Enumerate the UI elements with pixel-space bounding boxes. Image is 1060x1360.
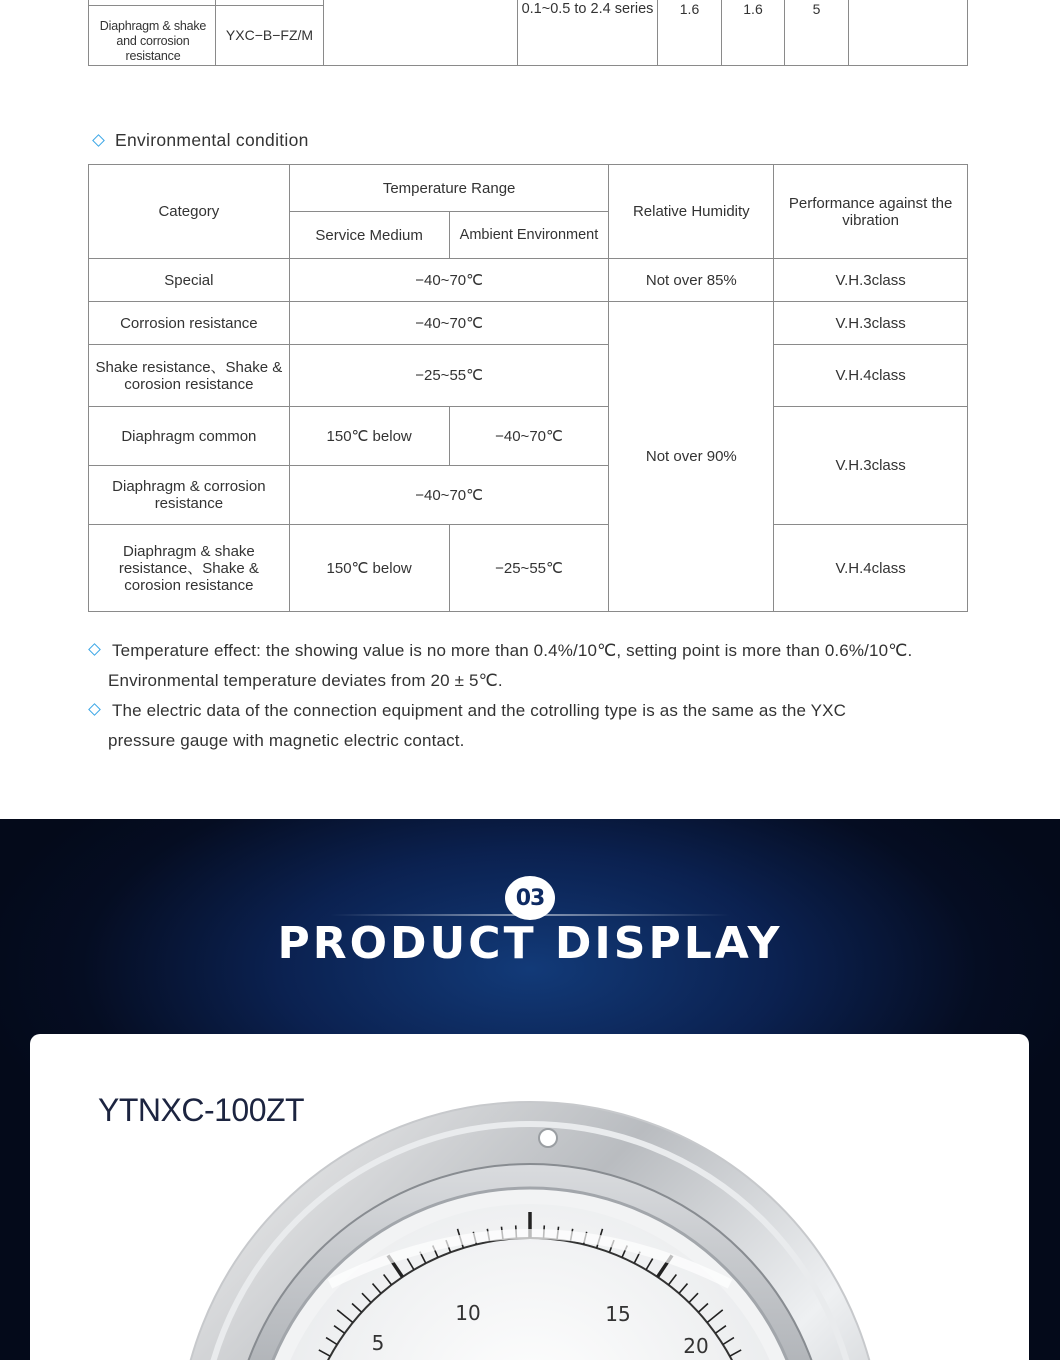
note-item <box>90 636 990 696</box>
table-cell: −25~55℃ <box>289 345 609 407</box>
note-line: Environmental temperature deviates from 20 ± 5℃. <box>108 671 503 690</box>
note-item <box>90 696 990 756</box>
table-cell: 150℃ below <box>289 525 449 612</box>
notes-section <box>90 636 990 756</box>
table-cell: Shake resistance、Shake & corosion resistance <box>89 345 290 407</box>
value-cell: 5 <box>812 1 821 17</box>
header-temperature-range: Temperature Range <box>289 165 609 212</box>
model-cell: YXC−B−FZ/M <box>225 27 314 43</box>
table-cell: Diaphragm & corrosion resistance <box>89 466 290 525</box>
decorative-line <box>520 914 730 916</box>
heading-text: Environmental condition <box>115 130 309 150</box>
table-cell: Special <box>89 259 290 302</box>
table-cell: V.H.4class <box>774 525 968 612</box>
diamond-bullet-icon <box>92 134 105 147</box>
table-cell: V.H.4class <box>774 345 968 407</box>
environmental-heading <box>90 130 309 151</box>
product-card <box>30 1034 1029 1360</box>
table-cell: −40~70℃ <box>289 466 609 525</box>
table-divider <box>89 5 324 6</box>
gauge-number: 15 <box>605 1302 631 1326</box>
table-cell: −40~70℃ <box>289 259 609 302</box>
spec-table-continuation <box>88 0 968 66</box>
table-cell: Diaphragm & shake resistance、Shake & corosion resistance <box>89 525 290 612</box>
table-divider <box>323 0 324 65</box>
product-model: YTNXC-100ZT <box>98 1092 305 1128</box>
header-ambient: Ambient Environment <box>449 212 609 259</box>
gauge-number: 10 <box>455 1301 481 1325</box>
table-cell: −40~70℃ <box>289 302 609 345</box>
table-cell: Not over 90% <box>609 302 774 612</box>
row-label: Diaphragm & shake and corrosion resistance <box>99 19 207 63</box>
diamond-bullet-icon <box>88 643 101 656</box>
header-service-medium: Service Medium <box>289 212 449 259</box>
section-title: PRODUCT DISPLAY <box>277 918 783 969</box>
table-cell: −40~70℃ <box>449 407 609 466</box>
decorative-line <box>330 914 540 916</box>
table-cell: Corrosion resistance <box>89 302 290 345</box>
environmental-table <box>88 164 968 612</box>
note-line: pressure gauge with magnetic electric contact. <box>108 731 465 750</box>
section-number-badge: 03 <box>505 876 555 920</box>
value-cell: 1.6 <box>743 1 763 17</box>
header-category: Category <box>89 165 290 259</box>
value-cell: 1.6 <box>679 1 700 17</box>
gauge-number: 20 <box>683 1334 709 1358</box>
range-cell: 0.1~0.5 to 2.4 series <box>521 1 654 17</box>
table-cell: V.H.3class <box>774 302 968 345</box>
table-cell: −25~55℃ <box>449 525 609 612</box>
table-cell: Diaphragm common <box>89 407 290 466</box>
note-line: Temperature effect: the showing value is no more than 0.4%/10℃, setting point is more than 0.6%/10℃. <box>112 641 913 660</box>
note-line: The electric data of the connection equipment and the cotrolling type is as the same as the YXC <box>112 701 847 720</box>
table-cell: Not over 85% <box>609 259 774 302</box>
header-humidity: Relative Humidity <box>609 165 774 259</box>
table-cell: V.H.3class <box>774 259 968 302</box>
table-cell: 150℃ below <box>289 407 449 466</box>
table-cell: V.H.3class <box>774 407 968 525</box>
header-vibration: Performance against the vibration <box>774 165 968 259</box>
pressure-gauge-image <box>30 1034 1029 1360</box>
mounting-hole <box>539 1129 557 1147</box>
diamond-bullet-icon <box>88 703 101 716</box>
gauge-number: 5 <box>371 1331 385 1355</box>
table-divider <box>848 0 849 65</box>
